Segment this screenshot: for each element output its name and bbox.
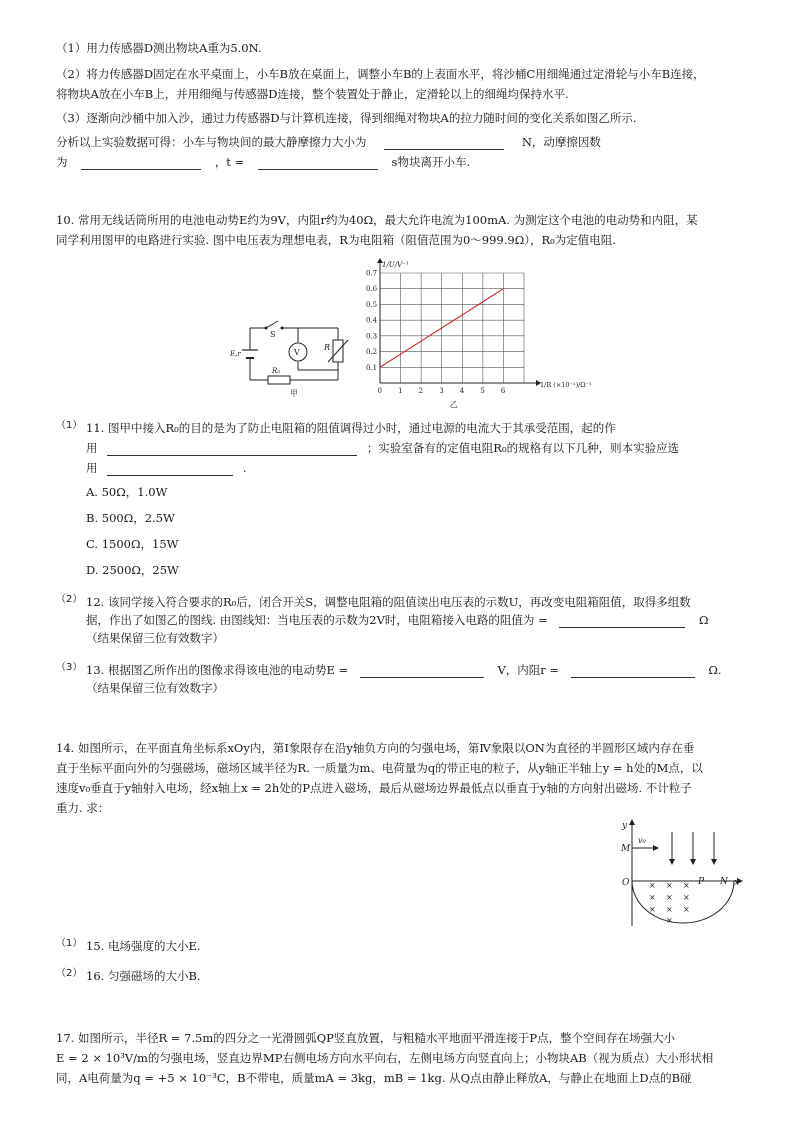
q12-line1: 12. 该同学接入符合要求的R₀后，闭合开关S，调整电阻箱的阻值读出电压表的示数U，再改变电阻箱阻值，取得多组数 — [86, 595, 691, 609]
field-cross-mark: × — [649, 881, 656, 890]
m-label: M — [621, 844, 631, 854]
rbox-label: R — [324, 343, 331, 352]
x-tick-label: 5 — [480, 387, 485, 395]
y-tick-label: 0.2 — [366, 348, 378, 357]
q13-r-text: V，内阻r = — [497, 663, 560, 677]
voltmeter-label: V — [294, 348, 300, 357]
x-axis-label: 1/R (×10⁻²)/Ω⁻¹ — [540, 381, 592, 389]
y-tick-label: 0.7 — [366, 269, 378, 278]
q12-number: （2） — [56, 594, 83, 605]
answer-blank-friction-coef[interactable] — [81, 156, 201, 170]
switch-label: S — [270, 330, 276, 339]
q15-text: 15. 电场强度的大小E. — [86, 939, 201, 953]
analysis-end: s物块离开小车. — [391, 155, 471, 169]
analysis-line2 — [56, 154, 470, 170]
q17-line3: 同，A电荷量为q = +5 × 10⁻³C，B不带电，质量mA = 3kg，mB = 1kg. 从Q点由静止释放A，与静止在地面上D点的B碰 — [56, 1071, 692, 1085]
step-1: （1）用力传感器D测出物块A重为5.0N. — [56, 41, 262, 55]
q11-choose: ；实验室备有的定值电阻R₀的规格有以下几种，则本实验应选 — [366, 441, 680, 455]
q13-line1 — [86, 662, 722, 678]
switch-contact — [265, 327, 268, 330]
answer-blank-emf[interactable] — [360, 664, 484, 678]
y-tick-label: 0.1 — [366, 363, 378, 372]
answer-blank-internal-r[interactable] — [571, 664, 695, 678]
answer-blank-r0-choice[interactable] — [107, 462, 233, 476]
field-cross-mark: × — [666, 916, 673, 925]
answer-blank-resistance[interactable] — [559, 614, 685, 628]
q12-note: （结果保留三位有效数字） — [86, 631, 224, 645]
magnetic-field-marks — [649, 881, 690, 925]
q12-unit: Ω — [699, 613, 709, 627]
step-2-line2: 将物块A放在小车B上，并用细绳与传感器D连接，整个装置处于静止，定滑轮以上的细绳均保持水平. — [56, 87, 569, 101]
field-cross-mark: × — [666, 881, 673, 890]
answer-blank-max-friction[interactable] — [384, 136, 504, 150]
q14-line3: 速度v₀垂直于y轴射入电场，经x轴上x = 2h处的P点进入磁场，最后从磁场边界最低点以垂直于y轴的方向射出磁场. 不计粒子 — [56, 781, 692, 795]
x-tick-label: 0 — [377, 387, 382, 395]
x-axis-label: x — [734, 878, 740, 888]
y-tick-label: 0.3 — [366, 332, 378, 341]
option-b[interactable]: B. 500Ω，2.5W — [86, 511, 175, 525]
q13-number: （3） — [56, 662, 83, 673]
x-tick-label: 1 — [398, 387, 403, 395]
field-cross-mark: × — [666, 905, 673, 914]
y-axis-label: y — [622, 821, 628, 831]
answer-blank-r0-purpose[interactable] — [107, 442, 357, 456]
x-tick-label: 3 — [439, 387, 444, 395]
analysis-wei: 为 — [56, 155, 68, 169]
field-cross-mark: × — [683, 881, 690, 890]
analysis-unit: N，动摩擦因数 — [521, 135, 601, 149]
origin-label: O — [622, 878, 630, 888]
q16-number: （2） — [56, 968, 83, 979]
analysis-line1 — [56, 134, 601, 150]
field-cross-mark: × — [683, 893, 690, 902]
q11-number: （1） — [56, 420, 83, 431]
q11-period: . — [242, 461, 247, 475]
q11-yong2: 用 — [86, 461, 98, 475]
y-tick-label: 0.6 — [366, 285, 378, 294]
field-cross-mark: × — [649, 905, 656, 914]
q16-text: 16. 匀强磁场的大小B. — [86, 969, 201, 983]
battery-symbol — [242, 350, 258, 358]
q10-line1: 10. 常用无线话筒所用的电池电动势E约为9V，内阻r约为40Ω，最大允许电流为100mA. 为测定这个电池的电动势和内阻，某 — [56, 213, 698, 227]
circuit-diagram — [228, 318, 368, 398]
q14-line1: 14. 如图所示，在平面直角坐标系xOy内，第Ⅰ象限存在沿y轴负方向的匀强电场，第Ⅳ象限以ON为直径的半圆形区域内存在垂 — [56, 741, 695, 755]
q11-yong: 用 — [86, 441, 98, 455]
q13-note: （结果保留三位有效数字） — [86, 681, 224, 695]
option-d[interactable]: D. 2500Ω，25W — [86, 563, 179, 577]
analysis-text: 分析以上实验数据可得：小车与物块间的最大静摩擦力大小为 — [56, 135, 367, 149]
option-a[interactable]: A. 50Ω，1.0W — [86, 485, 168, 499]
q11-line1: 11. 图甲中接入R₀的目的是为了防止电阻箱的阻值调得过小时，通过电源的电流大于其承受范围，起的作 — [86, 421, 616, 435]
n-label: N — [720, 877, 728, 887]
field-diagram — [616, 818, 746, 930]
q11-line2 — [86, 440, 679, 456]
r0-label: R₀ — [272, 367, 281, 375]
y-tick-label: 0.5 — [366, 300, 378, 309]
field-cross-mark: × — [683, 905, 690, 914]
q12-text: 据，作出了如图乙的图线. 由图线知：当电压表的示数为2V时，电阻箱接入电路的阻值为 = — [86, 613, 548, 627]
field-cross-mark: × — [649, 893, 656, 902]
step-3: （3）逐渐向沙桶中加入沙，通过力传感器D与计算机连接，得到细绳对物块A的拉力随时间的变化关系如图乙所示. — [56, 111, 637, 125]
q13-unit: Ω. — [708, 663, 722, 677]
q14-line4: 重力. 求： — [56, 801, 110, 815]
switch-contact — [281, 327, 284, 330]
v0-label: v₀ — [638, 836, 646, 845]
q17-line1: 17. 如图所示，半径R = 7.5m的四分之一光滑圆弧QP竖直放置，与粗糙水平地面平滑连接于P点，整个空间存在场强大小 — [56, 1031, 676, 1045]
field-cross-mark: × — [666, 893, 673, 902]
analysis-t: ，t = — [214, 155, 245, 169]
x-tick-label: 4 — [459, 387, 465, 395]
y-axis-label: 1/U/V⁻¹ — [382, 261, 409, 269]
battery-label: E,r — [230, 350, 241, 358]
q15-number: （1） — [56, 938, 83, 949]
q13-emf-text: 13. 根据图乙所作出的图像求得该电池的电动势E = — [86, 663, 349, 677]
step-2-line1: （2）将力传感器D固定在水平桌面上，小车B放在桌面上，调整小车B的上表面水平，将沙桶C用细绳通过定滑轮与小车B连接， — [56, 67, 705, 81]
q11-line3 — [86, 460, 246, 476]
circuit-caption: 甲 — [290, 389, 298, 398]
y-tick-label: 0.4 — [366, 316, 378, 325]
q14-line2: 直于坐标平面向外的匀强磁场，磁场区域半径为R. 一质量为m、电荷量为q的带正电的粒子，从y轴正半轴上y = h处的M点，以 — [56, 761, 703, 775]
x-tick-label: 6 — [500, 387, 506, 395]
p-label: P — [698, 877, 705, 887]
q17-line2: E = 2 × 10³V/m的匀强电场，竖直边界MP右侧电场方向水平向右，左侧电场方向竖直向上；小物块AB（视为质点）大小形状相 — [56, 1051, 714, 1065]
r0-resistor-symbol — [268, 376, 290, 384]
chart-caption: 乙 — [449, 400, 458, 409]
answer-blank-time[interactable] — [258, 156, 378, 170]
q10-line2: 同学利用图甲的电路进行实验. 图中电压表为理想电表，R为电阻箱（阻值范围为0～999.9Ω），R₀为定值电阻. — [56, 233, 616, 247]
x-tick-label: 2 — [418, 387, 424, 395]
q12-line2 — [86, 612, 709, 628]
option-c[interactable]: C. 1500Ω，15W — [86, 537, 179, 551]
graph-1u-vs-1r — [352, 255, 592, 409]
